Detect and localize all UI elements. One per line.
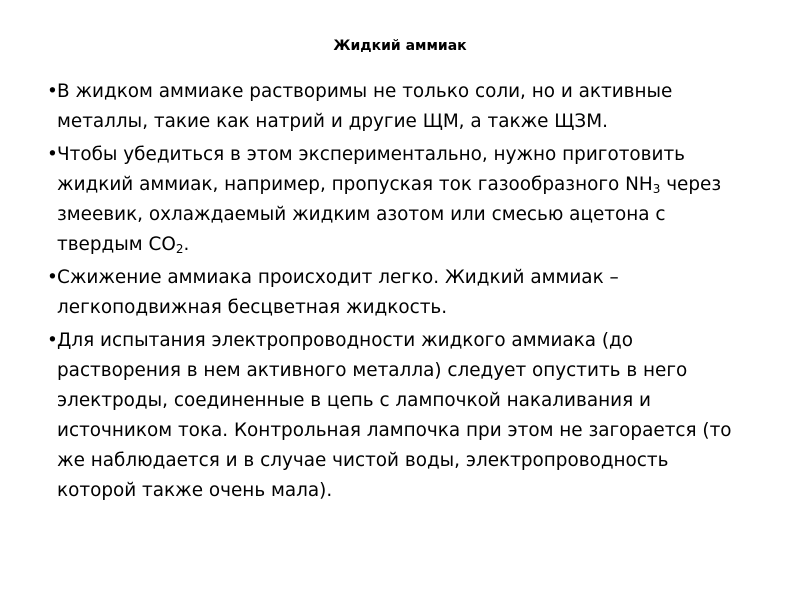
bullet-list (47, 77, 747, 509)
subscript-3: 3 (652, 182, 661, 196)
bullet-text-part: . (183, 234, 190, 255)
bullet-text: Для испытания электропроводности жидкого аммиака (до растворения в нем активного металла) следует опустить в него электроды, соединенные в цепь с лампочкой накаливания и источником тока. Контрольная лампочка при этом не загорается (то же наблюдается и в случае чистой воды, электропроводность которой также очень мала). (57, 330, 732, 501)
bullet-item (47, 263, 747, 323)
bullet-item (47, 140, 747, 260)
bullet-item (47, 77, 747, 137)
slide-title: Жидкий аммиак (333, 38, 467, 54)
bullet-text-part: через змеевик, охлаждаемый жидким азотом или смесью ацетона с твердым CO (57, 174, 722, 255)
bullet-item (47, 326, 747, 506)
bullet-icon: • (47, 81, 58, 102)
bullet-icon: • (47, 144, 58, 165)
subscript-2: 2 (175, 242, 184, 256)
bullet-text-part: Чтобы убедиться в этом экспериментально, нужно приготовить жидкий аммиак, например, пропуская ток газообразного NH (57, 144, 686, 195)
bullet-icon: • (47, 267, 58, 288)
bullet-text: В жидком аммиаке растворимы не только соли, но и активные металлы, такие как натрий и другие ЩМ, а также ЩЗМ. (57, 81, 673, 132)
bullet-text (57, 144, 721, 255)
bullet-icon: • (47, 330, 58, 351)
bullet-text: Сжижение аммиака происходит легко. Жидкий аммиак – легкоподвижная бесцветная жидкость. (57, 267, 619, 318)
